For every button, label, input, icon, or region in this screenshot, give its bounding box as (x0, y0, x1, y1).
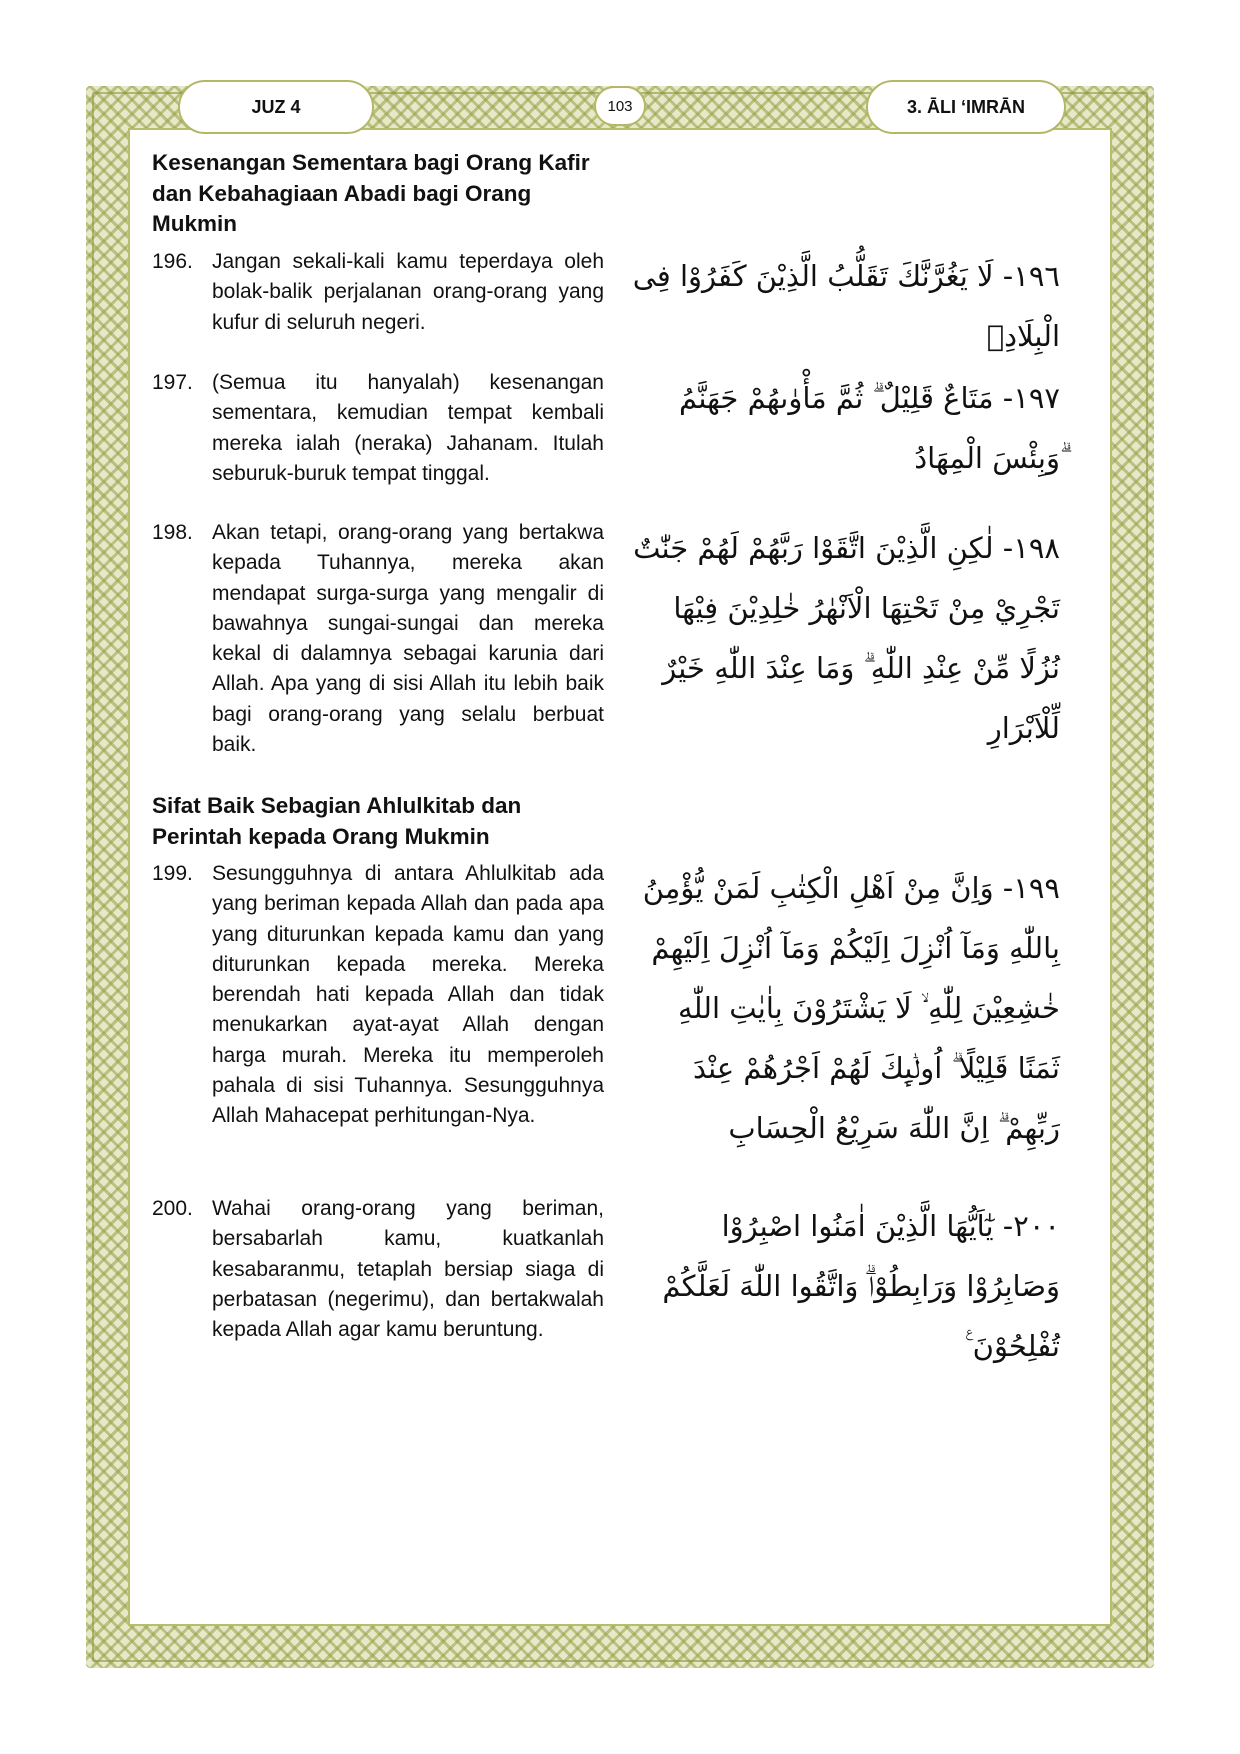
verse-number: 199. (152, 862, 193, 885)
verse-number: 197. (152, 371, 193, 394)
verse-translation: (Semua itu hanyalah) kesenangan sementara, kemudian tempat kembali mereka ialah (neraka) Jahanam. Itulah seburuk-buruk tempat tinggal. (212, 371, 604, 485)
verse-arabic: ١٩٩- وَاِنَّ مِنْ اَهْلِ الْكِتٰبِ لَمَنْ يُّؤْمِنُ بِاللّٰهِ وَمَآ اُنْزِلَ اِلَيْكُمْ وَمَآ اُنْزِلَ اِلَيْهِمْ خٰشِعِيْنَ لِلّٰهِ ۙ لَا يَشْتَرُوْنَ بِاٰيٰتِ اللّٰهِ ثَمَنًا قَلِيْلًا ۗ اُولٰۤىِٕكَ لَهُمْ اَجْرُهُمْ عِنْدَ رَبِّهِمْ ۗ اِنَّ اللّٰهَ سَرِيْعُ الْحِسَابِ (642, 871, 1060, 1145)
verse-number: 198. (152, 521, 193, 544)
surah-label: 3. ĀLI ‘IMRĀN (866, 80, 1066, 134)
verse-translation: Sesungguhnya di antara Ahlulkitab ada yang beriman kepada Allah dan pada apa yang diturunkan kepada kamu dan yang diturunkan kepada mereka. Mereka berendah hati kepada Allah dan tidak menukarkan ayat-ayat Allah dengan harga murah. Mereka itu memperoleh pahala di sisi Tuhannya. Sesungguhnya Allah Mahacepat perhitungan-Nya. (212, 862, 604, 1128)
verse-arabic: ١٩٧- مَتَاعٌ قَلِيْلٌ ۗ ثُمَّ مَأْوٰىهُمْ جَهَنَّمُ ۗوَبِئْسَ الْمِهَادُ (679, 381, 1060, 475)
verse-translation: Akan tetapi, orang-orang yang bertakwa kepada Tuhannya, mereka akan mendapat surga-surga yang mengalir di bawahnya sungai-sungai dan mereka kekal di dalamnya sebagai karunia dari Allah. Apa yang di sisi Allah itu lebih baik bagi orang-orang yang selalu berbuat baik. (212, 521, 604, 757)
verse-arabic: ٢٠٠- يٰٓاَيُّهَا الَّذِيْنَ اٰمَنُوا اصْبِرُوْا وَصَابِرُوْا وَرَابِطُوْاۗ وَاتَّقُوا اللّٰهَ لَعَلَّكُمْ تُفْلِحُوْنَ ࣖ (662, 1209, 1060, 1363)
section-heading: Sifat Baik Sebagian Ahlulkitab dan Perintah kepada Orang Mukmin (152, 793, 522, 849)
verse-number: 196. (152, 250, 193, 273)
section-heading: Kesenangan Sementara bagi Orang Kafir dan Kebahagiaan Abadi bagi Orang Mukmin (152, 150, 590, 236)
verse-translation: Wahai orang-orang yang beriman, bersabarlah kamu, kuatkanlah kesabaranmu, tetaplah bersiap siaga di perbatasan (negerimu), dan bertakwalah kepada Allah agar kamu beruntung. (212, 1197, 604, 1342)
page-number: 103 (594, 86, 646, 126)
verse-translation: Jangan sekali-kali kamu teperdaya oleh bolak-balik perjalanan orang-orang yang kufur di seluruh negeri. (212, 250, 604, 334)
verse-number: 200. (152, 1197, 193, 1220)
juz-label: JUZ 4 (178, 80, 374, 134)
verse-arabic: ١٩٦- لَا يَغُرَّنَّكَ تَقَلُّبُ الَّذِيْنَ كَفَرُوْا فِى الْبِلَادِۗ (632, 259, 1060, 353)
verse-arabic: ١٩٨- لٰكِنِ الَّذِيْنَ اتَّقَوْا رَبَّهُمْ لَهُمْ جَنّٰتٌ تَجْرِيْ مِنْ تَحْتِهَا الْاَنْهٰرُ خٰلِدِيْنَ فِيْهَا نُزُلًا مِّنْ عِنْدِ اللّٰهِ ۗ وَمَا عِنْدَ اللّٰهِ خَيْرٌ لِّلْاَبْرَارِ (633, 531, 1060, 745)
